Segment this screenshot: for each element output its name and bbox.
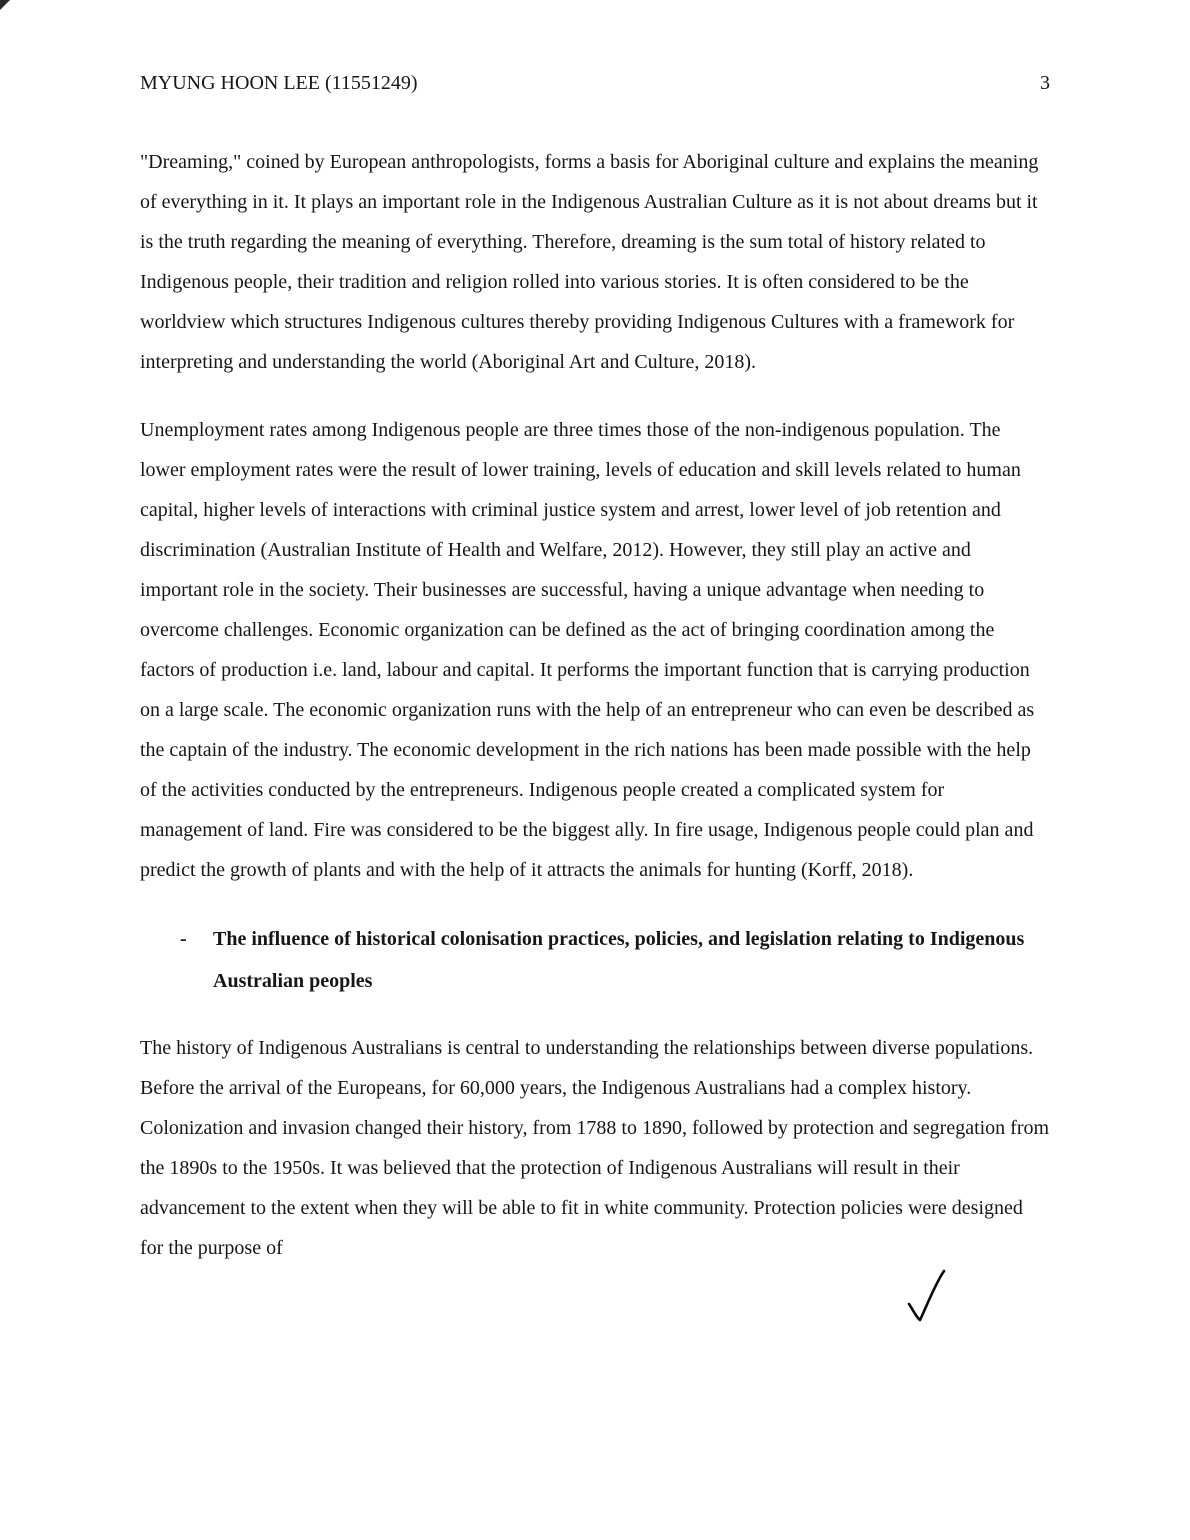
paragraph-dreaming: "Dreaming," coined by European anthropologists, forms a basis for Aboriginal culture and explains the meaning of everything in it. It plays an important role in the Indigenous Australian Culture as it is not about dreams but it is the truth regarding the meaning of everything. Therefore, dreaming is the sum total of history related to Indigenous people, their tradition and religion rolled into various stories. It is often considered to be the worldview which structures Indigenous cultures thereby providing Indigenous Cultures with a framework for interpreting and understanding the world (Aboriginal Art and Culture, 2018). <box>140 151 1039 373</box>
page-number: 3 <box>1040 72 1050 94</box>
handwritten-checkmark-icon <box>903 1268 951 1326</box>
scan-corner-artifact <box>0 0 10 10</box>
header-author: MYUNG HOON LEE (11551249) <box>140 72 418 94</box>
heading-text: The influence of historical colonisation practices, policies, and legislation relating to Indigenous Australian peoples <box>213 928 1025 992</box>
heading-bullet: - <box>180 928 187 950</box>
page-header <box>140 70 1050 96</box>
paragraph-history: The history of Indigenous Australians is central to understanding the relationships between diverse populations. Before the arrival of the Europeans, for 60,000 years, the Indigenous Australians had a complex history. Colonization and invasion changed their history, from 1788 to 1890, followed by protection and segregation from the 1890s to the 1950s. It was believed that the protection of Indigenous Australians will result in their advancement to the extent when they will be able to fit in white community. Protection policies were designed for the purpose of <box>140 1037 1050 1259</box>
document-body <box>140 142 1050 1268</box>
section-heading <box>180 918 1050 1002</box>
paragraph-unemployment: Unemployment rates among Indigenous people are three times those of the non-indigenous population. The lower employment rates were the result of lower training, levels of education and skill levels related to human capital, higher levels of interactions with criminal justice system and arrest, lower level of job retention and discrimination (Australian Institute of Health and Welfare, 2012). However, they still play an active and important role in the society. Their businesses are successful, having a unique advantage when needing to overcome challenges. Economic organization can be defined as the act of bringing coordination among the factors of production i.e. land, labour and capital. It performs the important function that is carrying production on a large scale. The economic organization runs with the help of an entrepreneur who can even be described as the captain of the industry. The economic development in the rich nations has been made possible with the help of the activities conducted by the entrepreneurs. Indigenous people created a complicated system for management of land. Fire was considered to be the biggest ally. In fire usage, Indigenous people could plan and predict the growth of plants and with the help of it attracts the animals for hunting (Korff, 2018). <box>140 419 1035 881</box>
